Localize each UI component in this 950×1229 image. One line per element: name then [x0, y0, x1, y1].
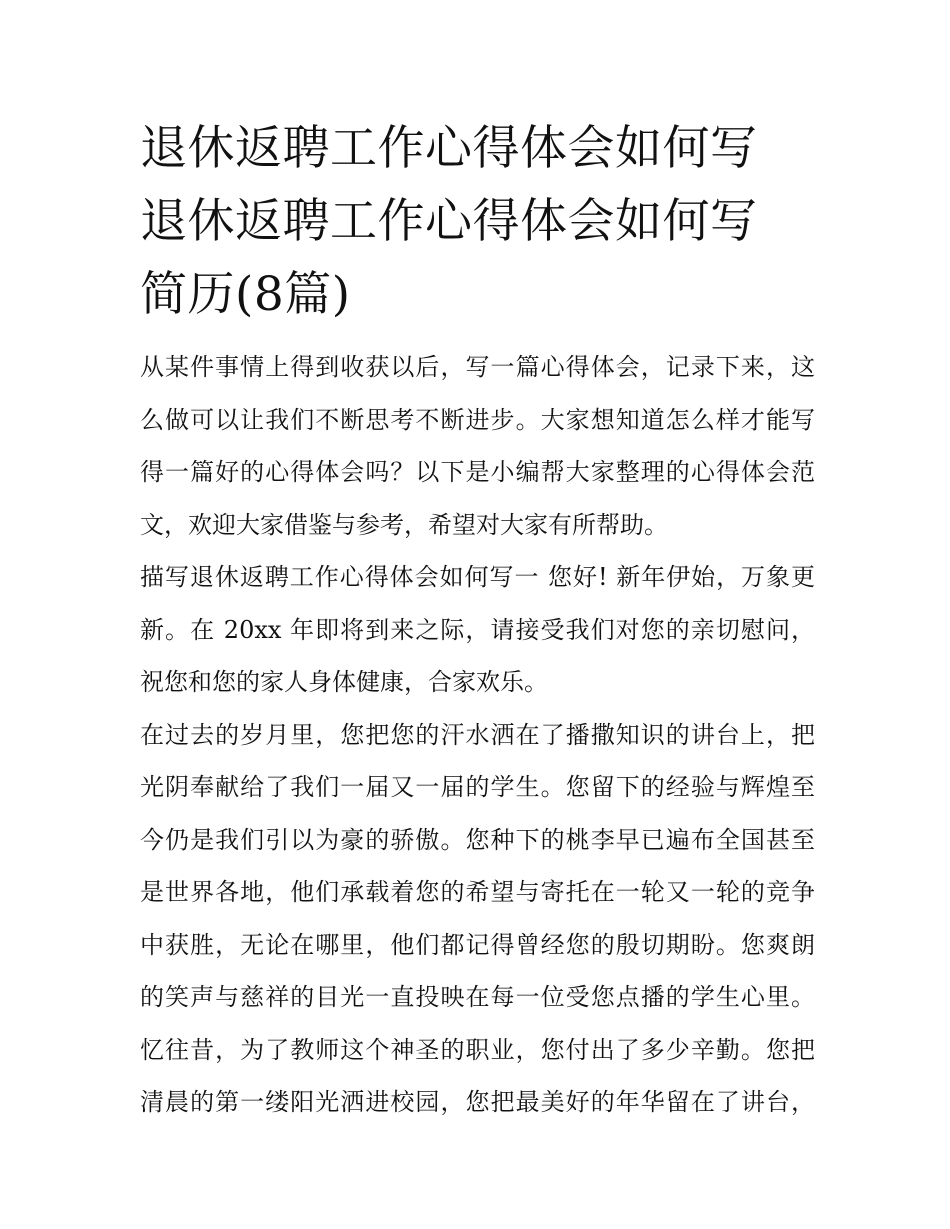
paragraph-line: 中获胜，无论在哪里，他们都记得曾经您的殷切期盼。您爽朗: [140, 930, 815, 959]
paragraph-line: 得一篇好的心得体会吗？以下是小编帮大家整理的心得体会范: [140, 458, 815, 486]
paragraph-line: 是世界各地，他们承载着您的希望与寄托在一轮又一轮的竞争: [140, 878, 815, 906]
body-paragraph: [140, 709, 815, 1129]
paragraph-line: 的笑声与慈祥的目光一直投映在每一位受您点播的学生心里。: [140, 983, 815, 1011]
document-title: [140, 112, 815, 331]
paragraph-line: 光阴奉献给了我们一届又一届的学生。您留下的经验与辉煌至: [140, 773, 815, 801]
paragraph-line: 祝您和您的家人身体健康，合家欢乐。: [140, 668, 548, 696]
title-line: 退休返聘工作心得体会如何写: [140, 194, 758, 249]
paragraph-line: 忆往昔，为了教师这个神圣的职业，您付出了多少辛勤。您把: [140, 1035, 815, 1064]
paragraph-line: 文，欢迎大家借鉴与参考，希望对大家有所帮助。: [140, 510, 668, 539]
paragraph-line: 新。在 20xx 年即将到来之际，请接受我们对您的亲切慰问，: [140, 615, 815, 644]
intro-paragraph: [140, 341, 815, 551]
title-line: 简历(8篇): [140, 267, 351, 322]
paragraph-line: 清晨的第一缕阳光洒进校园，您把最美好的年华留在了讲台，: [140, 1088, 815, 1116]
title-line: 退休返聘工作心得体会如何写: [140, 121, 758, 176]
paragraph-line: 今仍是我们引以为豪的骄傲。您种下的桃李早已遍布全国甚至: [140, 825, 815, 854]
paragraph-line: 在过去的岁月里，您把您的汗水洒在了播撒知识的讲台上，把: [140, 720, 815, 749]
paragraph-line: 从某件事情上得到收获以后，写一篇心得体会，记录下来，这: [140, 353, 815, 381]
document-page: [140, 112, 815, 1129]
paragraph-line: 么做可以让我们不断思考不断进步。大家想知道怎么样才能写: [140, 405, 815, 434]
greeting-paragraph: [140, 551, 815, 709]
paragraph-line: 描写退休返聘工作心得体会如何写一 您好! 新年伊始，万象更: [140, 563, 815, 591]
